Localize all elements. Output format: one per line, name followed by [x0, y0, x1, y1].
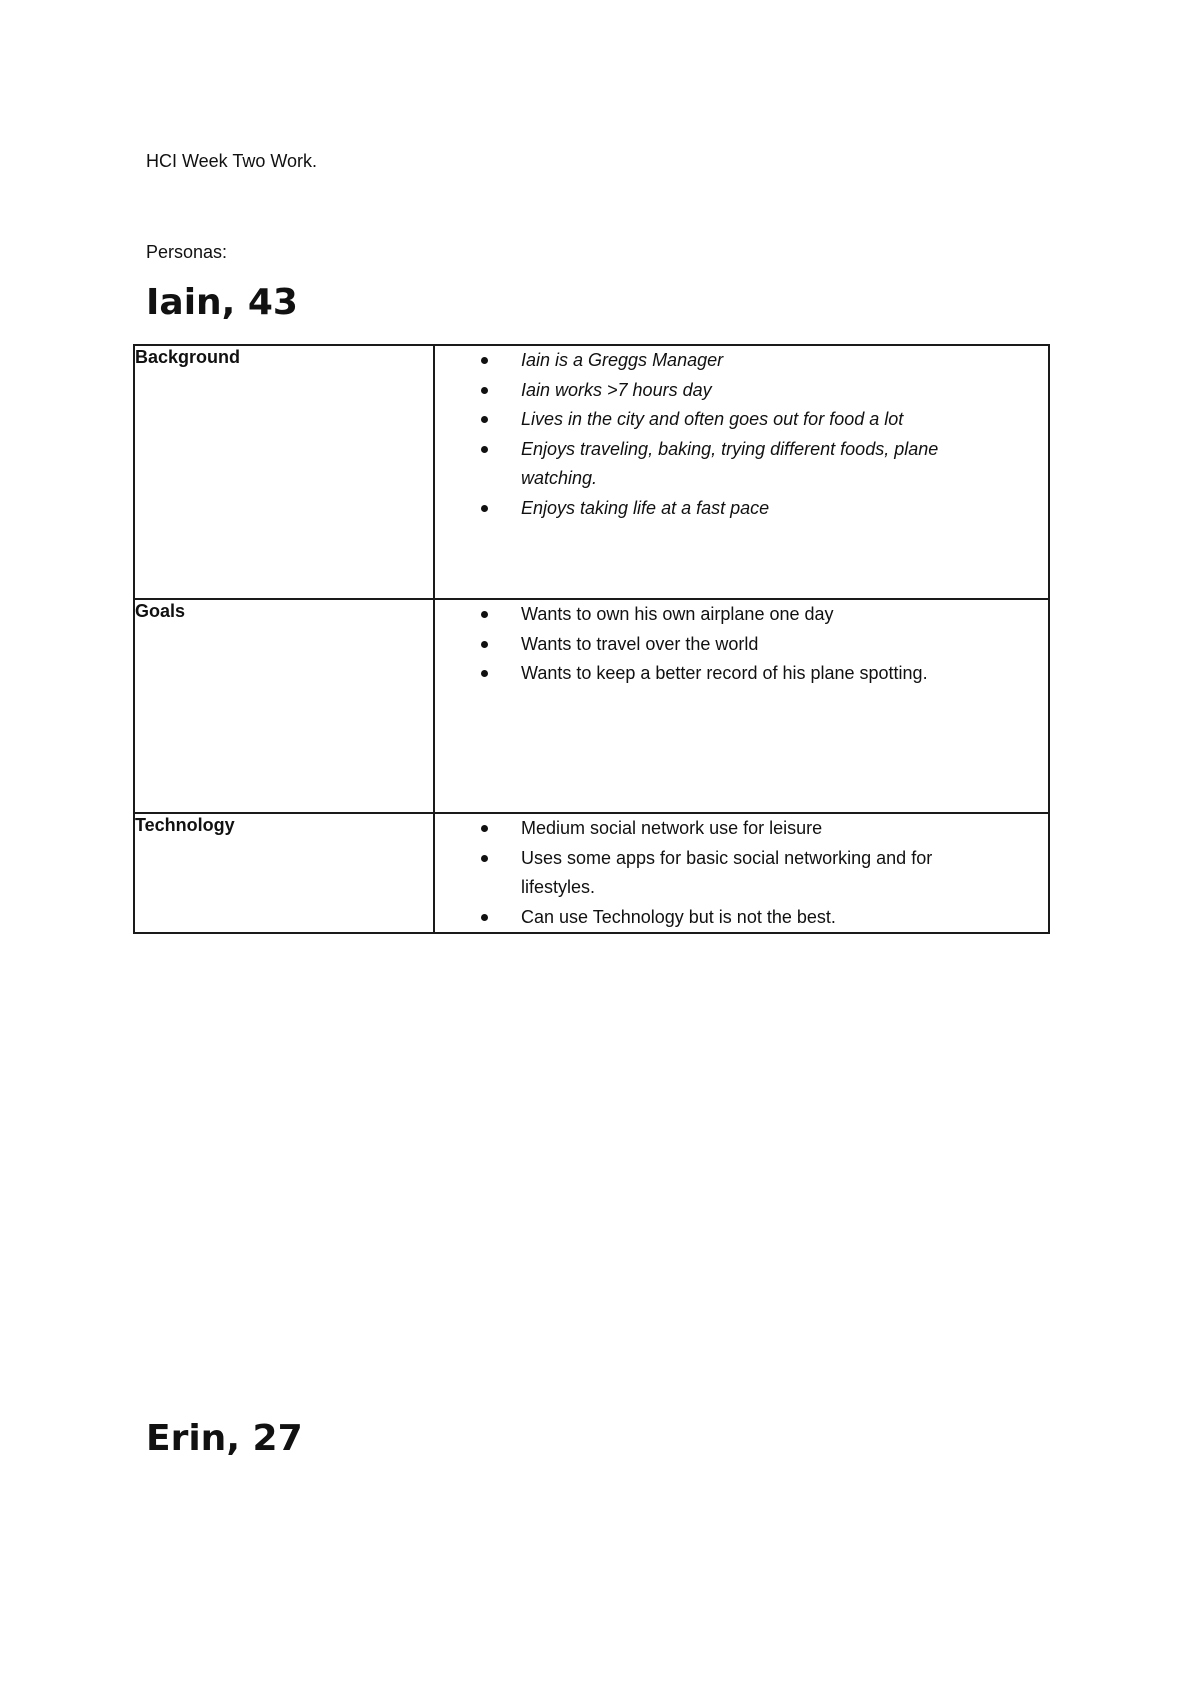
list-item: Wants to keep a better record of his plane spotting.	[435, 659, 1048, 689]
bullet-icon	[481, 505, 488, 512]
row-label-goals: Goals	[134, 599, 434, 813]
row-content-technology	[434, 813, 1049, 933]
row-label-background: Background	[134, 345, 434, 599]
list-item: Iain is a Greggs Manager	[435, 346, 1048, 376]
table-row-goals	[134, 599, 1049, 813]
bullet-icon	[481, 357, 488, 364]
list-item: Medium social network use for leisure	[435, 814, 1048, 844]
bullet-icon	[481, 611, 488, 618]
document-title: HCI Week Two Work.	[146, 151, 318, 171]
row-label-technology: Technology	[134, 813, 434, 933]
list-item: Wants to own his own airplane one day	[435, 600, 1048, 630]
list-item: Wants to travel over the world	[435, 630, 1048, 660]
bullet-list-technology	[435, 814, 1048, 932]
bullet-list-background	[435, 346, 1048, 523]
list-item: Enjoys taking life at a fast pace	[435, 494, 1048, 524]
persona-heading-erin: Erin, 27	[146, 1418, 303, 1459]
bullet-icon	[481, 825, 488, 832]
row-content-background	[434, 345, 1049, 599]
bullet-icon	[481, 387, 488, 394]
section-label-personas: Personas:	[146, 242, 228, 262]
persona-heading-iain: Iain, 43	[146, 282, 298, 323]
bullet-icon	[481, 914, 488, 921]
list-item: Can use Technology but is not the best.	[435, 903, 1048, 933]
list-item: Enjoys traveling, baking, trying different foods, plane watching.	[435, 435, 1048, 494]
bullet-list-goals	[435, 600, 1048, 689]
persona-table-iain	[133, 344, 1050, 934]
bullet-icon	[481, 641, 488, 648]
row-content-goals	[434, 599, 1049, 813]
table-row-technology	[134, 813, 1049, 933]
list-item: Iain works >7 hours day	[435, 376, 1048, 406]
bullet-icon	[481, 670, 488, 677]
list-item: Uses some apps for basic social networking and for lifestyles.	[435, 844, 1048, 903]
bullet-icon	[481, 446, 488, 453]
bullet-icon	[481, 855, 488, 862]
list-item: Lives in the city and often goes out for food a lot	[435, 405, 1048, 435]
bullet-icon	[481, 416, 488, 423]
table-row-background	[134, 345, 1049, 599]
